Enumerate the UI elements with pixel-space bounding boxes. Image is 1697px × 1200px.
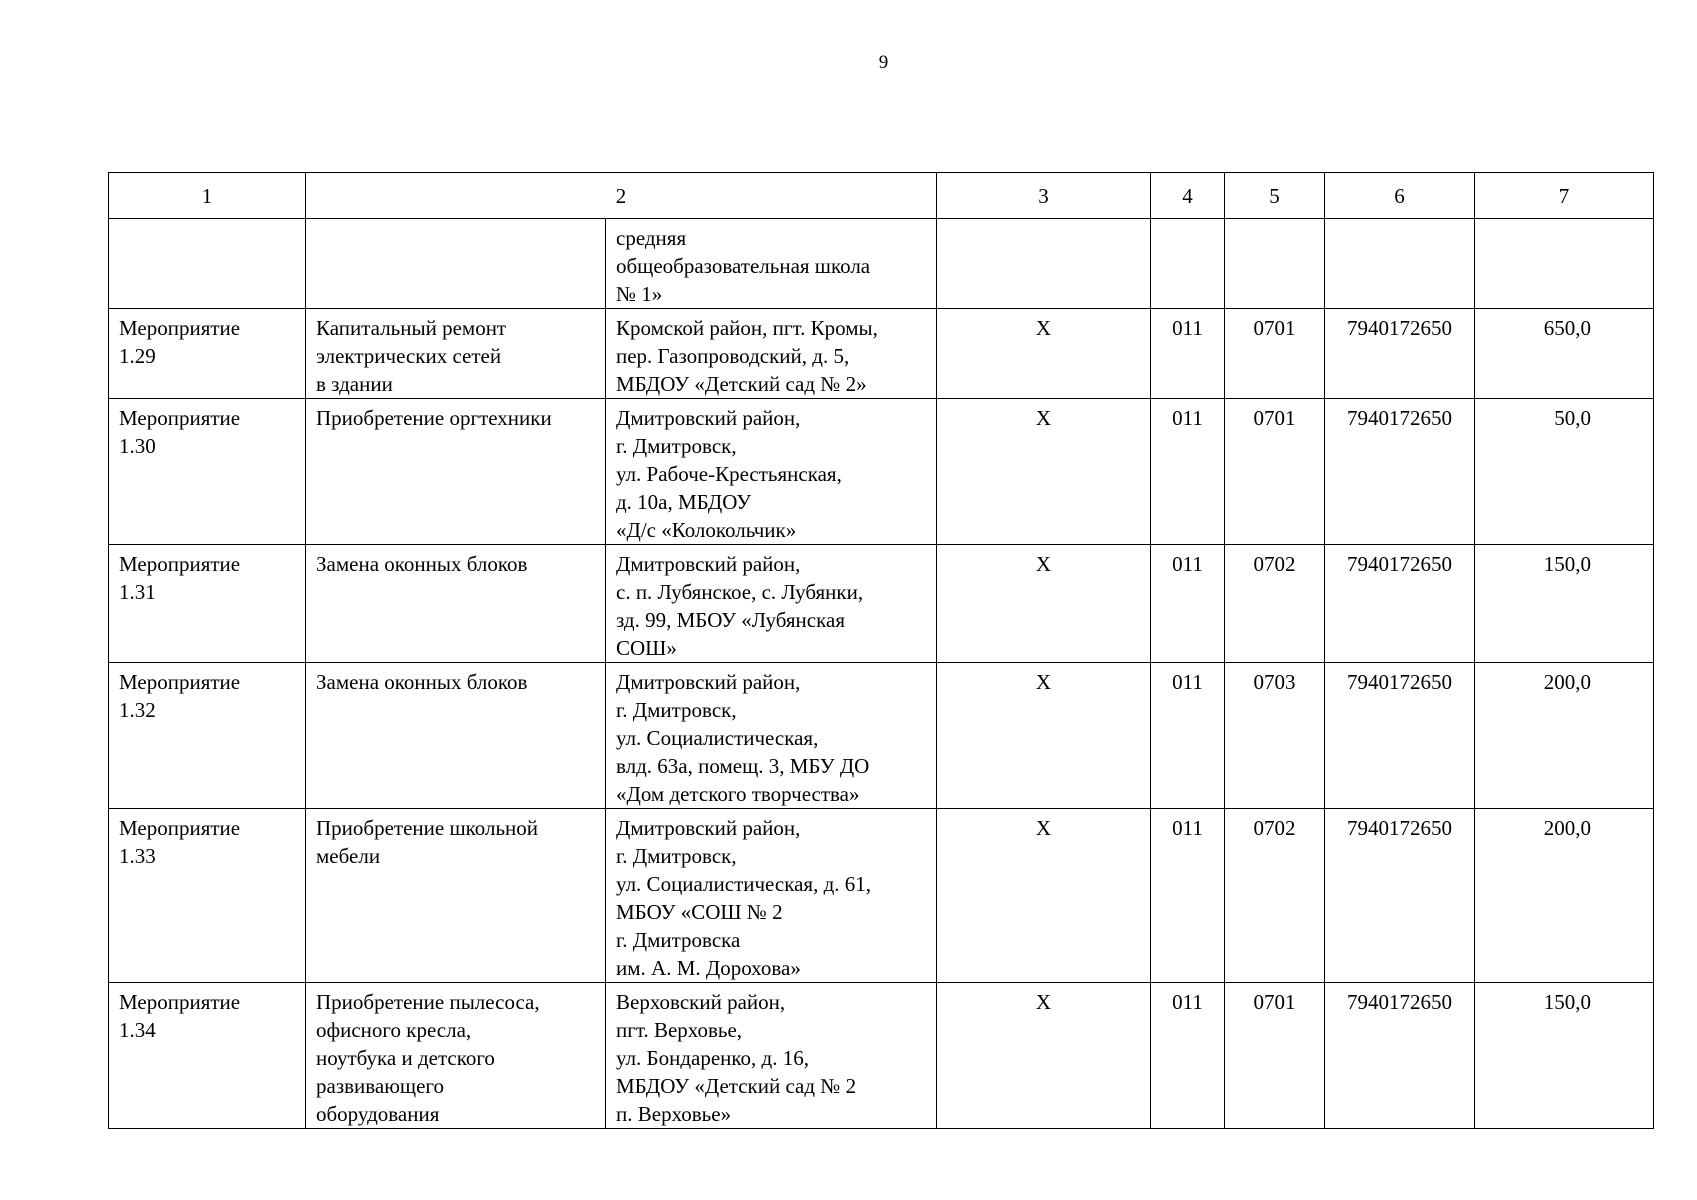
measure-address-cell-line: средняя bbox=[616, 226, 687, 250]
measure-name-cell-line: Замена оконных блоков bbox=[316, 670, 528, 694]
measure-name-cell bbox=[306, 809, 606, 983]
measure-name-cell-line: в здании bbox=[316, 372, 393, 396]
header-col-5: 5 bbox=[1225, 173, 1325, 219]
table-row bbox=[109, 809, 1654, 983]
measure-id-cell-line: Мероприятие bbox=[119, 670, 241, 694]
measure-id-cell-line: Мероприятие bbox=[119, 816, 241, 840]
amount-cell bbox=[1475, 219, 1654, 309]
mark-cell: X bbox=[937, 809, 1151, 983]
measure-address-cell-line: ул. Социалистическая, bbox=[616, 726, 819, 750]
col6-cell: 7940172650 bbox=[1325, 809, 1475, 983]
measure-id-cell-line: 1.31 bbox=[119, 580, 156, 604]
col4-cell: 011 bbox=[1151, 545, 1225, 663]
measure-id-cell bbox=[109, 309, 306, 399]
measure-id-cell bbox=[109, 809, 306, 983]
col5-cell: 0701 bbox=[1225, 309, 1325, 399]
measure-name-cell-line: Приобретение пылесоса, bbox=[316, 990, 540, 1014]
measure-name-cell bbox=[306, 219, 606, 309]
col6-cell bbox=[1325, 219, 1475, 309]
col4-cell: 011 bbox=[1151, 309, 1225, 399]
measure-address-cell-line: Кромской район, пгт. Кромы, bbox=[616, 316, 878, 340]
measure-address-cell-line: г. Дмитровск, bbox=[616, 698, 737, 722]
table-row bbox=[109, 983, 1654, 1129]
measure-address-cell-line: им. А. М. Дорохова» bbox=[616, 956, 801, 980]
measure-id-cell-line: Мероприятие bbox=[119, 990, 241, 1014]
measure-name-cell bbox=[306, 663, 606, 809]
col5-cell: 0701 bbox=[1225, 983, 1325, 1129]
amount-cell: 150,0 bbox=[1475, 545, 1654, 663]
measure-address-cell-line: Дмитровский район, bbox=[616, 816, 801, 840]
measure-id-cell-line: 1.29 bbox=[119, 344, 156, 368]
measure-id-cell-line: 1.34 bbox=[119, 1018, 156, 1042]
mark-cell: X bbox=[937, 545, 1151, 663]
measure-address-cell-line: «Дом детского творчества» bbox=[616, 782, 860, 806]
measure-address-cell-line: МБДОУ «Детский сад № 2 bbox=[616, 1074, 857, 1098]
header-col-1: 1 bbox=[109, 173, 306, 219]
col6-cell: 7940172650 bbox=[1325, 983, 1475, 1129]
header-col-2: 2 bbox=[306, 173, 937, 219]
measure-address-cell-line: с. п. Лубянское, с. Лубянки, bbox=[616, 580, 864, 604]
header-col-7: 7 bbox=[1475, 173, 1654, 219]
measure-address-cell bbox=[606, 219, 937, 309]
measure-name-cell-line: офисного кресла, bbox=[316, 1018, 472, 1042]
measure-id-cell bbox=[109, 545, 306, 663]
amount-cell: 200,0 bbox=[1475, 663, 1654, 809]
measure-address-cell-line: МБДОУ «Детский сад № 2» bbox=[616, 372, 867, 396]
measure-address-cell-line: общеобразовательная школа bbox=[616, 254, 871, 278]
measure-name-cell-line: Приобретение оргтехники bbox=[316, 406, 552, 430]
measure-name-cell-line: ноутбука и детского bbox=[316, 1046, 495, 1070]
measure-address-cell bbox=[606, 399, 937, 545]
measure-address-cell-line: г. Дмитровск, bbox=[616, 434, 737, 458]
measure-address-cell-line: п. Верховье» bbox=[616, 1102, 732, 1126]
measure-address-cell-line: Верховский район, bbox=[616, 990, 786, 1014]
measure-name-cell bbox=[306, 399, 606, 545]
measure-name-cell-line: мебели bbox=[316, 844, 381, 868]
measure-address-cell-line: Дмитровский район, bbox=[616, 406, 801, 430]
col5-cell: 0703 bbox=[1225, 663, 1325, 809]
measure-address-cell-line: д. 10а, МБДОУ bbox=[616, 490, 752, 514]
col5-cell: 0702 bbox=[1225, 545, 1325, 663]
header-col-4: 4 bbox=[1151, 173, 1225, 219]
measure-id-cell bbox=[109, 983, 306, 1129]
col4-cell bbox=[1151, 219, 1225, 309]
mark-cell: X bbox=[937, 983, 1151, 1129]
measure-address-cell-line: пгт. Верховье, bbox=[616, 1018, 743, 1042]
mark-cell: X bbox=[937, 309, 1151, 399]
measure-address-cell-line: г. Дмитровск, bbox=[616, 844, 737, 868]
measure-address-cell-line: ул. Социалистическая, д. 61, bbox=[616, 872, 872, 896]
page-number: 9 bbox=[878, 52, 889, 73]
measure-name-cell bbox=[306, 309, 606, 399]
measure-address-cell bbox=[606, 663, 937, 809]
measure-id-cell-line: 1.33 bbox=[119, 844, 156, 868]
table-header-row bbox=[109, 173, 1654, 219]
table-row bbox=[109, 309, 1654, 399]
table-row bbox=[109, 545, 1654, 663]
measure-id-cell-line: Мероприятие bbox=[119, 552, 241, 576]
table-row bbox=[109, 663, 1654, 809]
col5-cell bbox=[1225, 219, 1325, 309]
measure-name-cell bbox=[306, 983, 606, 1129]
header-col-6: 6 bbox=[1325, 173, 1475, 219]
measure-name-cell-line: развивающего bbox=[316, 1074, 444, 1098]
measure-address-cell bbox=[606, 309, 937, 399]
measure-address-cell-line: Дмитровский район, bbox=[616, 552, 801, 576]
measure-address-cell-line: ул. Бондаренко, д. 16, bbox=[616, 1046, 809, 1070]
measure-address-cell bbox=[606, 809, 937, 983]
col5-cell: 0701 bbox=[1225, 399, 1325, 545]
table-row bbox=[109, 219, 1654, 309]
measure-id-cell-line: 1.32 bbox=[119, 698, 156, 722]
col6-cell: 7940172650 bbox=[1325, 399, 1475, 545]
measure-address-cell-line: № 1» bbox=[616, 282, 663, 306]
mark-cell: X bbox=[937, 399, 1151, 545]
mark-cell bbox=[937, 219, 1151, 309]
measure-name-cell-line: оборудования bbox=[316, 1102, 440, 1126]
measure-id-cell-line: Мероприятие bbox=[119, 316, 241, 340]
col4-cell: 011 bbox=[1151, 983, 1225, 1129]
header-col-3: 3 bbox=[937, 173, 1151, 219]
col5-cell: 0702 bbox=[1225, 809, 1325, 983]
col4-cell: 011 bbox=[1151, 809, 1225, 983]
measure-address-cell-line: влд. 63а, помещ. 3, МБУ ДО bbox=[616, 754, 870, 778]
measure-id-cell bbox=[109, 219, 306, 309]
col6-cell: 7940172650 bbox=[1325, 309, 1475, 399]
measure-id-cell bbox=[109, 399, 306, 545]
table-row bbox=[109, 399, 1654, 545]
col4-cell: 011 bbox=[1151, 399, 1225, 545]
measures-table bbox=[108, 172, 1654, 1129]
measure-address-cell-line: Дмитровский район, bbox=[616, 670, 801, 694]
measure-address-cell-line: зд. 99, МБОУ «Лубянская bbox=[616, 608, 845, 632]
measure-id-cell-line: 1.30 bbox=[119, 434, 156, 458]
col6-cell: 7940172650 bbox=[1325, 663, 1475, 809]
measure-name-cell-line: электрических сетей bbox=[316, 344, 502, 368]
col6-cell: 7940172650 bbox=[1325, 545, 1475, 663]
measure-address-cell-line: г. Дмитровска bbox=[616, 928, 741, 952]
measure-name-cell-line: Приобретение школьной bbox=[316, 816, 539, 840]
mark-cell: X bbox=[937, 663, 1151, 809]
measure-name-cell bbox=[306, 545, 606, 663]
amount-cell: 50,0 bbox=[1475, 399, 1654, 545]
measure-name-cell-line: Капитальный ремонт bbox=[316, 316, 507, 340]
amount-cell: 150,0 bbox=[1475, 983, 1654, 1129]
measure-id-cell bbox=[109, 663, 306, 809]
amount-cell: 200,0 bbox=[1475, 809, 1654, 983]
amount-cell: 650,0 bbox=[1475, 309, 1654, 399]
measure-address-cell-line: СОШ» bbox=[616, 636, 677, 660]
measure-id-cell-line: Мероприятие bbox=[119, 406, 241, 430]
measure-address-cell-line: «Д/с «Колокольчик» bbox=[616, 518, 797, 542]
measure-name-cell-line: Замена оконных блоков bbox=[316, 552, 528, 576]
measure-address-cell-line: МБОУ «СОШ № 2 bbox=[616, 900, 783, 924]
measure-address-cell-line: ул. Рабоче-Крестьянская, bbox=[616, 462, 842, 486]
measure-address-cell bbox=[606, 545, 937, 663]
measure-address-cell-line: пер. Газопроводский, д. 5, bbox=[616, 344, 850, 368]
col4-cell: 011 bbox=[1151, 663, 1225, 809]
measure-address-cell bbox=[606, 983, 937, 1129]
